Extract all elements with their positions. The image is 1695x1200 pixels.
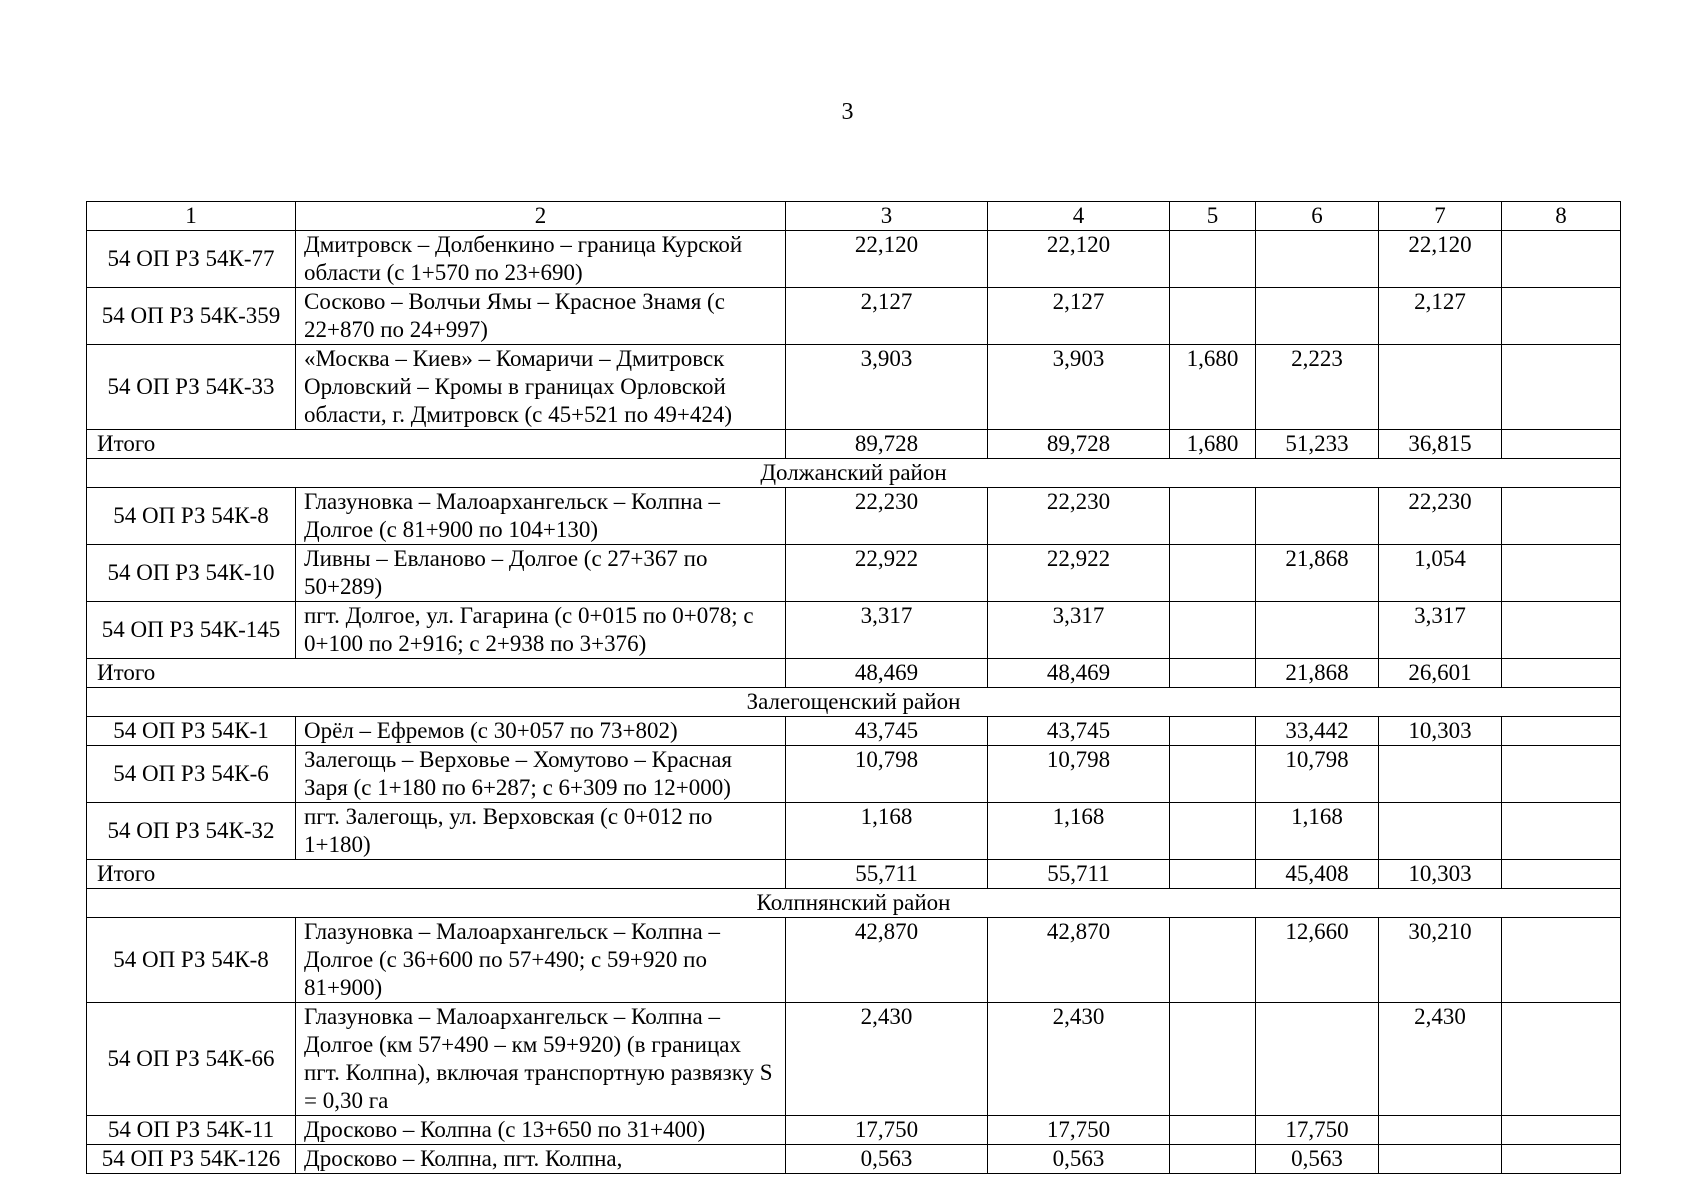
value-cell: 3,317 xyxy=(786,602,988,659)
value-cell xyxy=(1502,1145,1621,1174)
value-cell: 22,230 xyxy=(988,488,1170,545)
value-cell: 3,903 xyxy=(988,345,1170,430)
value-cell: 55,711 xyxy=(988,860,1170,889)
road-code-cell: 54 ОП РЗ 54К-1 xyxy=(87,717,296,746)
value-cell: 1,054 xyxy=(1379,545,1502,602)
value-cell xyxy=(1379,1145,1502,1174)
page-number: 3 xyxy=(841,99,854,125)
road-name-cell: Дросково – Колпна, пгт. Колпна, xyxy=(296,1145,786,1174)
value-cell: 3,317 xyxy=(1379,602,1502,659)
value-cell: 22,120 xyxy=(786,231,988,288)
value-cell xyxy=(1502,1116,1621,1145)
value-cell: 48,469 xyxy=(786,659,988,688)
value-cell xyxy=(1502,746,1621,803)
value-cell xyxy=(1502,231,1621,288)
road-code-cell: 54 ОП РЗ 54К-145 xyxy=(87,602,296,659)
value-cell: 2,430 xyxy=(988,1003,1170,1116)
table-row xyxy=(87,918,1621,1003)
value-cell xyxy=(1170,545,1256,602)
value-cell: 17,750 xyxy=(786,1116,988,1145)
column-number-row xyxy=(87,202,1621,231)
column-header: 5 xyxy=(1170,202,1256,231)
value-cell: 22,922 xyxy=(786,545,988,602)
value-cell: 2,127 xyxy=(786,288,988,345)
value-cell xyxy=(1379,803,1502,860)
value-cell xyxy=(1379,345,1502,430)
road-code-cell: 54 ОП РЗ 54К-11 xyxy=(87,1116,296,1145)
column-header: 3 xyxy=(786,202,988,231)
road-name-cell: пгт. Залегощь, ул. Верховская (с 0+012 по 1+180) xyxy=(296,803,786,860)
value-cell: 48,469 xyxy=(988,659,1170,688)
table-body xyxy=(87,231,1621,1174)
district-header-row xyxy=(87,688,1621,717)
value-cell xyxy=(1170,231,1256,288)
table-row xyxy=(87,1116,1621,1145)
value-cell: 12,660 xyxy=(1256,918,1379,1003)
road-code-cell: 54 ОП РЗ 54К-8 xyxy=(87,918,296,1003)
table-row xyxy=(87,1003,1621,1116)
value-cell: 89,728 xyxy=(786,430,988,459)
road-name-cell: Глазуновка – Малоархангельск – Колпна – Долгое (с 81+900 по 104+130) xyxy=(296,488,786,545)
road-code-cell: 54 ОП РЗ 54К-359 xyxy=(87,288,296,345)
value-cell: 17,750 xyxy=(988,1116,1170,1145)
road-name-cell: Дросково – Колпна (с 13+650 по 31+400) xyxy=(296,1116,786,1145)
value-cell xyxy=(1170,860,1256,889)
column-header: 8 xyxy=(1502,202,1621,231)
value-cell: 0,563 xyxy=(1256,1145,1379,1174)
value-cell: 10,303 xyxy=(1379,860,1502,889)
total-label: Итого xyxy=(87,860,786,889)
table-row xyxy=(87,345,1621,430)
district-header-row xyxy=(87,889,1621,918)
value-cell xyxy=(1170,488,1256,545)
value-cell: 10,798 xyxy=(988,746,1170,803)
value-cell: 1,680 xyxy=(1170,345,1256,430)
value-cell xyxy=(1170,746,1256,803)
table-row xyxy=(87,746,1621,803)
value-cell: 2,127 xyxy=(988,288,1170,345)
table-row xyxy=(87,803,1621,860)
value-cell: 1,168 xyxy=(988,803,1170,860)
value-cell: 21,868 xyxy=(1256,545,1379,602)
value-cell: 1,168 xyxy=(1256,803,1379,860)
column-header: 4 xyxy=(988,202,1170,231)
table-row xyxy=(87,1145,1621,1174)
table-row xyxy=(87,231,1621,288)
value-cell: 3,317 xyxy=(988,602,1170,659)
column-header: 2 xyxy=(296,202,786,231)
district-name: Залегощенский район xyxy=(87,688,1621,717)
total-row xyxy=(87,430,1621,459)
value-cell: 43,745 xyxy=(988,717,1170,746)
value-cell: 55,711 xyxy=(786,860,988,889)
value-cell: 10,303 xyxy=(1379,717,1502,746)
road-code-cell: 54 ОП РЗ 54К-77 xyxy=(87,231,296,288)
value-cell: 89,728 xyxy=(988,430,1170,459)
value-cell xyxy=(1502,488,1621,545)
value-cell: 3,903 xyxy=(786,345,988,430)
value-cell xyxy=(1502,860,1621,889)
value-cell: 22,120 xyxy=(1379,231,1502,288)
total-label: Итого xyxy=(87,659,786,688)
value-cell: 21,868 xyxy=(1256,659,1379,688)
road-code-cell: 54 ОП РЗ 54К-6 xyxy=(87,746,296,803)
road-code-cell: 54 ОП РЗ 54К-32 xyxy=(87,803,296,860)
value-cell: 42,870 xyxy=(988,918,1170,1003)
value-cell xyxy=(1502,1003,1621,1116)
value-cell: 0,563 xyxy=(786,1145,988,1174)
value-cell xyxy=(1379,1116,1502,1145)
road-code-cell: 54 ОП РЗ 54К-33 xyxy=(87,345,296,430)
value-cell: 30,210 xyxy=(1379,918,1502,1003)
value-cell xyxy=(1502,659,1621,688)
value-cell xyxy=(1502,545,1621,602)
value-cell xyxy=(1502,717,1621,746)
table-row xyxy=(87,545,1621,602)
value-cell: 36,815 xyxy=(1379,430,1502,459)
column-header: 7 xyxy=(1379,202,1502,231)
value-cell xyxy=(1256,231,1379,288)
value-cell xyxy=(1170,659,1256,688)
value-cell: 2,223 xyxy=(1256,345,1379,430)
value-cell: 1,680 xyxy=(1170,430,1256,459)
road-name-cell: Дмитровск – Долбенкино – граница Курской области (с 1+570 по 23+690) xyxy=(296,231,786,288)
district-header-row xyxy=(87,459,1621,488)
value-cell xyxy=(1256,602,1379,659)
value-cell: 26,601 xyxy=(1379,659,1502,688)
value-cell: 2,430 xyxy=(786,1003,988,1116)
road-name-cell: Глазуновка – Малоархангельск – Колпна – Долгое (с 36+600 по 57+490; с 59+920 по 81+900) xyxy=(296,918,786,1003)
table-row xyxy=(87,288,1621,345)
value-cell: 1,168 xyxy=(786,803,988,860)
table-row xyxy=(87,717,1621,746)
table-row xyxy=(87,488,1621,545)
value-cell: 22,922 xyxy=(988,545,1170,602)
value-cell xyxy=(1256,1003,1379,1116)
value-cell xyxy=(1170,803,1256,860)
table-row xyxy=(87,602,1621,659)
value-cell xyxy=(1170,918,1256,1003)
column-header: 6 xyxy=(1256,202,1379,231)
district-name: Колпнянский район xyxy=(87,889,1621,918)
value-cell: 22,120 xyxy=(988,231,1170,288)
value-cell xyxy=(1170,288,1256,345)
value-cell: 45,408 xyxy=(1256,860,1379,889)
value-cell: 51,233 xyxy=(1256,430,1379,459)
value-cell: 33,442 xyxy=(1256,717,1379,746)
value-cell xyxy=(1502,602,1621,659)
value-cell: 42,870 xyxy=(786,918,988,1003)
road-code-cell: 54 ОП РЗ 54К-66 xyxy=(87,1003,296,1116)
value-cell xyxy=(1170,1003,1256,1116)
value-cell xyxy=(1170,1145,1256,1174)
road-name-cell: Глазуновка – Малоархангельск – Колпна – Долгое (км 57+490 – км 59+920) (в границах пгт. Колпна), включая транспортную развязку S = 0,30 га xyxy=(296,1003,786,1116)
value-cell xyxy=(1170,1116,1256,1145)
value-cell xyxy=(1256,288,1379,345)
roads-table xyxy=(86,201,1621,1174)
value-cell: 0,563 xyxy=(988,1145,1170,1174)
value-cell: 43,745 xyxy=(786,717,988,746)
value-cell xyxy=(1502,288,1621,345)
value-cell: 2,430 xyxy=(1379,1003,1502,1116)
road-name-cell: Сосково – Волчьи Ямы – Красное Знамя (с 22+870 по 24+997) xyxy=(296,288,786,345)
value-cell xyxy=(1502,345,1621,430)
value-cell xyxy=(1502,803,1621,860)
column-header: 1 xyxy=(87,202,296,231)
road-name-cell: Залегощь – Верховье – Хомутово – Красная Заря (с 1+180 по 6+287; с 6+309 по 12+000) xyxy=(296,746,786,803)
total-row xyxy=(87,659,1621,688)
road-code-cell: 54 ОП РЗ 54К-8 xyxy=(87,488,296,545)
road-name-cell: Ливны – Евланово – Долгое (с 27+367 по 50+289) xyxy=(296,545,786,602)
road-name-cell: пгт. Долгое, ул. Гагарина (с 0+015 по 0+078; с 0+100 по 2+916; с 2+938 по 3+376) xyxy=(296,602,786,659)
value-cell: 22,230 xyxy=(1379,488,1502,545)
value-cell: 17,750 xyxy=(1256,1116,1379,1145)
total-row xyxy=(87,860,1621,889)
value-cell xyxy=(1502,918,1621,1003)
road-code-cell: 54 ОП РЗ 54К-126 xyxy=(87,1145,296,1174)
road-name-cell: «Москва – Киев» – Комаричи – Дмитровск Орловский – Кромы в границах Орловской области, г. Дмитровск (с 45+521 по 49+424) xyxy=(296,345,786,430)
value-cell xyxy=(1502,430,1621,459)
value-cell xyxy=(1379,746,1502,803)
district-name: Должанский район xyxy=(87,459,1621,488)
value-cell: 22,230 xyxy=(786,488,988,545)
value-cell: 10,798 xyxy=(786,746,988,803)
road-name-cell: Орёл – Ефремов (с 30+057 по 73+802) xyxy=(296,717,786,746)
road-code-cell: 54 ОП РЗ 54К-10 xyxy=(87,545,296,602)
value-cell xyxy=(1256,488,1379,545)
value-cell: 2,127 xyxy=(1379,288,1502,345)
value-cell xyxy=(1170,717,1256,746)
value-cell xyxy=(1170,602,1256,659)
value-cell: 10,798 xyxy=(1256,746,1379,803)
total-label: Итого xyxy=(87,430,786,459)
